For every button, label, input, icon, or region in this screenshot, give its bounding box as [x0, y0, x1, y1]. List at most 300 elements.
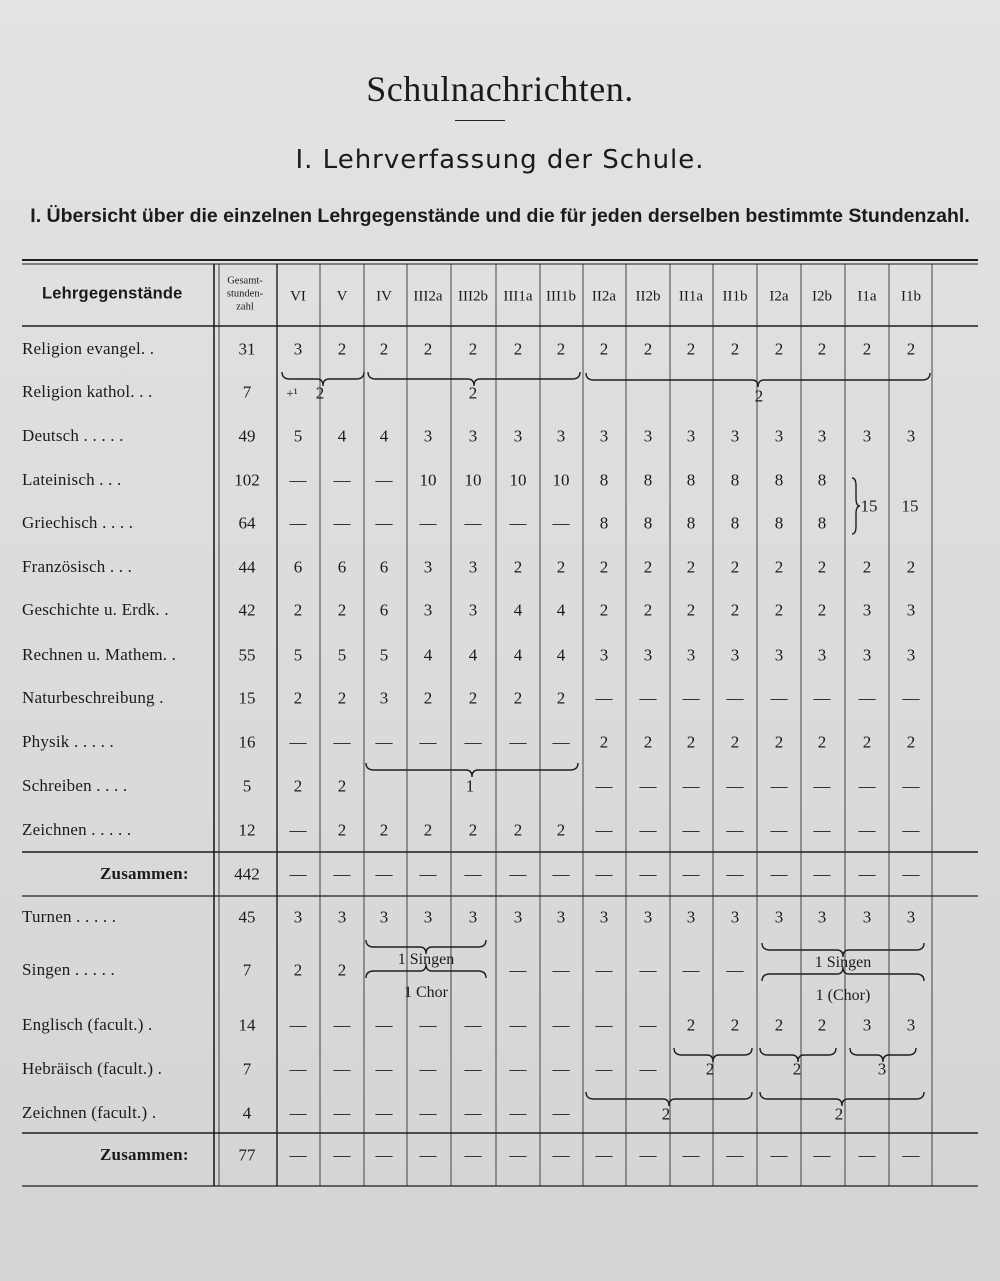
hours-cell: 2: [337, 600, 347, 620]
hours-cell: —: [552, 513, 570, 533]
hours-cell: 3: [468, 557, 478, 577]
hours-cell: 2: [862, 557, 872, 577]
hours-cell: 3: [556, 426, 566, 446]
hours-cell: 3: [817, 426, 827, 446]
hours-cell: —: [813, 688, 831, 708]
hours-cell: 2: [643, 339, 653, 359]
hours-cell: 2: [293, 960, 303, 980]
hours-cell: 3: [862, 426, 872, 446]
zeich-value-b: 2: [834, 1104, 844, 1124]
hours-cell: —: [858, 1145, 876, 1165]
hours-cell: —: [289, 820, 307, 840]
class-header: II2a: [591, 288, 617, 305]
total-hours: 45: [238, 907, 256, 927]
hours-cell: —: [464, 1015, 482, 1035]
hours-cell: 2: [423, 820, 433, 840]
total-hours: 49: [238, 426, 256, 446]
total-hours: 7: [242, 1059, 252, 1079]
subject-label: Französisch . . .: [22, 557, 133, 576]
hours-cell: 8: [774, 470, 784, 490]
hours-cell: —: [639, 820, 657, 840]
hours-cell: 2: [774, 732, 784, 752]
hours-cell: —: [813, 776, 831, 796]
class-header: II2b: [635, 288, 661, 305]
hours-cell: 3: [599, 426, 609, 446]
hours-cell: 8: [599, 470, 609, 490]
hours-cell: —: [682, 1145, 700, 1165]
subject-label: Griechisch . . . .: [22, 513, 134, 532]
subject-column-header: Lehrgegenstände: [42, 284, 183, 303]
hours-cell: 2: [774, 1015, 784, 1035]
hours-cell: 2: [643, 557, 653, 577]
hours-cell: —: [595, 1015, 613, 1035]
hours-cell: 8: [643, 513, 653, 533]
class-header: VI: [290, 288, 306, 305]
hours-cell: 2: [599, 732, 609, 752]
total-hours: 442: [234, 864, 260, 884]
hours-cell: 3: [423, 907, 433, 927]
hours-cell: —: [639, 1015, 657, 1035]
kathol-value-middle: 2: [468, 383, 478, 403]
class-header: V: [336, 288, 348, 305]
hours-cell: 5: [293, 645, 303, 665]
schreiben-group-value: 1: [465, 776, 475, 796]
hours-cell: 8: [686, 470, 696, 490]
total-hours: 7: [242, 382, 252, 402]
total-hours: 7: [242, 960, 252, 980]
hours-cell: —: [509, 864, 527, 884]
class-header: IV: [376, 288, 392, 305]
hours-cell: —: [770, 688, 788, 708]
hours-cell: 6: [379, 600, 389, 620]
hours-cell: 3: [643, 426, 653, 446]
hours-cell: 3: [730, 907, 740, 927]
hours-cell: —: [639, 776, 657, 796]
class-header: I1b: [901, 288, 921, 305]
hours-cell: 8: [817, 513, 827, 533]
total-hours: 4: [242, 1103, 252, 1123]
hours-cell: —: [552, 864, 570, 884]
hours-cell: 8: [599, 513, 609, 533]
hours-cell: —: [639, 960, 657, 980]
hours-cell: —: [902, 776, 920, 796]
hours-cell: 8: [730, 470, 740, 490]
total-column-header: [227, 275, 263, 314]
hours-cell: 3: [774, 907, 784, 927]
hours-cell: —: [464, 1103, 482, 1123]
hours-cell: 2: [379, 820, 389, 840]
hours-cell: —: [770, 776, 788, 796]
hours-cell: 2: [513, 820, 523, 840]
hours-cell: 2: [643, 600, 653, 620]
hours-cell: 2: [817, 339, 827, 359]
hours-cell: —: [419, 1015, 437, 1035]
hours-cell: 6: [337, 557, 347, 577]
hours-cell: —: [770, 864, 788, 884]
hours-cell: 4: [556, 600, 566, 620]
hours-cell: 2: [599, 557, 609, 577]
class-header: II1b: [722, 288, 748, 305]
hours-cell: 3: [513, 426, 523, 446]
hours-cell: —: [813, 864, 831, 884]
hours-cell: 10: [419, 470, 437, 490]
hours-cell: 2: [556, 820, 566, 840]
hours-cell: 8: [686, 513, 696, 533]
hours-cell: 6: [293, 557, 303, 577]
total-hours: 15: [238, 688, 256, 708]
hours-cell: —: [289, 864, 307, 884]
hours-cell: —: [375, 513, 393, 533]
hours-cell: 2: [730, 339, 740, 359]
hours-cell: 5: [293, 426, 303, 446]
hours-cell: 4: [423, 645, 433, 665]
hours-cell: —: [289, 1059, 307, 1079]
subject-label: Naturbeschreibung .: [22, 688, 164, 707]
latgr-merged-value-a: 15: [860, 496, 878, 516]
hours-cell: 4: [513, 600, 523, 620]
hours-cell: 3: [774, 645, 784, 665]
hebr-value-c: 3: [877, 1059, 887, 1079]
hours-cell: 2: [686, 600, 696, 620]
hours-cell: 2: [513, 557, 523, 577]
hours-cell: —: [726, 1145, 744, 1165]
hours-cell: 8: [730, 513, 740, 533]
hours-cell: 2: [337, 960, 347, 980]
hours-cell: 2: [556, 688, 566, 708]
hours-cell: 8: [643, 470, 653, 490]
hours-cell: —: [726, 776, 744, 796]
class-header: I1a: [857, 288, 877, 305]
hours-cell: 2: [730, 1015, 740, 1035]
hours-cell: —: [639, 1145, 657, 1165]
hours-cell: —: [419, 864, 437, 884]
hours-cell: —: [902, 1145, 920, 1165]
hours-cell: —: [375, 864, 393, 884]
hours-cell: 2: [686, 1015, 696, 1035]
class-header: III1a: [503, 288, 533, 305]
hours-cell: 3: [686, 645, 696, 665]
subject-label: Turnen . . . . .: [22, 907, 117, 926]
hours-cell: 3: [643, 645, 653, 665]
hours-cell: —: [375, 1015, 393, 1035]
hours-cell: —: [682, 864, 700, 884]
hours-cell: 2: [513, 688, 523, 708]
hours-cell: 3: [556, 907, 566, 927]
hours-cell: 2: [686, 339, 696, 359]
hours-cell: 3: [906, 426, 916, 446]
subject-label: Zeichnen . . . . .: [22, 820, 132, 839]
hours-cell: —: [289, 470, 307, 490]
hours-cell: —: [375, 1103, 393, 1123]
hours-cell: —: [639, 688, 657, 708]
hours-cell: 3: [686, 426, 696, 446]
hours-cell: —: [333, 864, 351, 884]
subject-label: Singen . . . . .: [22, 960, 115, 979]
hours-cell: —: [595, 820, 613, 840]
hours-cell: 2: [468, 339, 478, 359]
hours-cell: —: [552, 732, 570, 752]
hours-cell: —: [419, 1103, 437, 1123]
hours-cell: —: [682, 820, 700, 840]
total-hours: 55: [238, 645, 256, 665]
hours-cell: —: [639, 1059, 657, 1079]
hours-cell: 2: [513, 339, 523, 359]
hours-cell: —: [770, 1145, 788, 1165]
hours-cell: —: [509, 1103, 527, 1123]
hours-cell: —: [333, 1059, 351, 1079]
hours-cell: 3: [906, 645, 916, 665]
total-hours: 12: [238, 820, 256, 840]
hours-cell: —: [333, 1103, 351, 1123]
hours-cell: 3: [774, 426, 784, 446]
singen-right-line-1: 1 Singen: [814, 954, 872, 971]
hours-cell: 2: [337, 776, 347, 796]
latgr-merged-value-b: 15: [901, 496, 919, 516]
hours-cell: 2: [379, 339, 389, 359]
hours-cell: 2: [906, 339, 916, 359]
hours-cell: 3: [293, 907, 303, 927]
hours-cell: 2: [906, 557, 916, 577]
subject-label: Englisch (facult.) .: [22, 1015, 153, 1034]
hours-cell: 2: [293, 688, 303, 708]
kathol-value-upper: 2: [754, 386, 764, 406]
hours-cell: —: [509, 1059, 527, 1079]
hours-cell: —: [902, 688, 920, 708]
hours-cell: 4: [379, 426, 389, 446]
hours-cell: 2: [817, 600, 827, 620]
hours-cell: 3: [862, 1015, 872, 1035]
hours-cell: —: [639, 864, 657, 884]
hebr-value-a: 2: [705, 1059, 715, 1079]
subject-label: Rechnen u. Mathem. .: [22, 645, 177, 664]
hours-cell: 3: [599, 907, 609, 927]
hours-cell: 5: [337, 645, 347, 665]
subject-label: Zeichnen (facult.) .: [22, 1103, 157, 1122]
hours-cell: 2: [423, 688, 433, 708]
hours-cell: 2: [906, 732, 916, 752]
hours-cell: —: [464, 732, 482, 752]
hours-cell: 2: [817, 1015, 827, 1035]
hours-cell: —: [770, 820, 788, 840]
hours-cell: —: [289, 1145, 307, 1165]
hours-cell: —: [375, 470, 393, 490]
hours-cell: —: [464, 1145, 482, 1165]
hours-cell: 4: [556, 645, 566, 665]
hours-cell: 2: [599, 600, 609, 620]
hours-cell: 2: [686, 557, 696, 577]
singen-right-line-2: 1 (Chor): [815, 987, 871, 1004]
hours-cell: —: [726, 864, 744, 884]
hours-cell: 3: [686, 907, 696, 927]
total-hours: 14: [238, 1015, 256, 1035]
hours-cell: 2: [643, 732, 653, 752]
hours-cell: 2: [730, 732, 740, 752]
hours-cell: —: [552, 1103, 570, 1123]
kathol-brace-3: [586, 373, 930, 387]
hours-cell: 3: [862, 645, 872, 665]
hours-cell: —: [552, 1059, 570, 1079]
hours-cell: 2: [337, 688, 347, 708]
hours-cell: —: [419, 513, 437, 533]
hours-cell: 3: [817, 645, 827, 665]
class-header: I2b: [812, 288, 832, 305]
hours-cell: —: [333, 470, 351, 490]
subject-label: Zusammen:: [100, 1145, 189, 1164]
hours-cell: 2: [686, 732, 696, 752]
hours-cell: 3: [906, 907, 916, 927]
hours-cell: 2: [817, 732, 827, 752]
hours-cell: —: [333, 1015, 351, 1035]
hours-cell: 3: [468, 907, 478, 927]
hours-cell: 3: [513, 907, 523, 927]
total-header-text: Gesamt- stunden- zahl: [226, 275, 264, 313]
class-header: II1a: [678, 288, 704, 305]
hours-cell: 2: [599, 339, 609, 359]
class-header: III1b: [546, 288, 576, 305]
hours-cell: 3: [468, 426, 478, 446]
hours-cell: —: [858, 688, 876, 708]
hours-cell: —: [902, 864, 920, 884]
hours-cell: —: [595, 960, 613, 980]
hours-cell: 8: [774, 513, 784, 533]
total-hours: 64: [238, 513, 256, 533]
hours-cell: 2: [862, 339, 872, 359]
hours-cell: 6: [379, 557, 389, 577]
hours-cell: 2: [468, 688, 478, 708]
hours-cell: —: [289, 732, 307, 752]
hours-cell: —: [333, 513, 351, 533]
hours-cell: 3: [337, 907, 347, 927]
hours-cell: 10: [464, 470, 482, 490]
subject-label: Deutsch . . . . .: [22, 426, 124, 445]
hours-cell: 2: [774, 600, 784, 620]
hours-cell: 3: [423, 426, 433, 446]
total-hours: 44: [238, 557, 256, 577]
hours-cell: 3: [423, 557, 433, 577]
hours-cell: 3: [379, 907, 389, 927]
hours-cell: 10: [552, 470, 570, 490]
hours-cell: 2: [337, 820, 347, 840]
section-title: I. Übersicht über die einzelnen Lehrgegenstände und die für jeden derselben bestimmte Stundenzahl.: [30, 205, 970, 227]
hours-cell: 3: [468, 600, 478, 620]
hours-cell: 2: [337, 339, 347, 359]
total-hours: 42: [238, 600, 256, 620]
class-header: III2b: [458, 288, 488, 305]
hours-cell: —: [375, 1059, 393, 1079]
subject-label: Religion kathol. . .: [22, 382, 153, 401]
chapter-title: I. Lehrverfassung der Schule.: [295, 145, 705, 175]
hours-cell: 3: [599, 645, 609, 665]
hebr-value-b: 2: [792, 1059, 802, 1079]
hours-cell: —: [419, 1145, 437, 1165]
hours-cell: —: [682, 688, 700, 708]
latgr-brace: [852, 478, 860, 534]
hours-cell: —: [419, 1059, 437, 1079]
total-hours: 102: [234, 470, 260, 490]
hours-cell: 2: [730, 600, 740, 620]
kathol-value-lower: 2: [315, 383, 325, 403]
hours-cell: 2: [293, 600, 303, 620]
hours-cell: —: [682, 960, 700, 980]
hours-cell: 5: [379, 645, 389, 665]
hours-cell: —: [552, 1015, 570, 1035]
hours-cell: —: [419, 732, 437, 752]
singen-left-line-2: 1 Chor: [404, 984, 448, 1001]
hours-cell: —: [813, 1145, 831, 1165]
subject-label: Zusammen:: [100, 864, 189, 883]
hours-cell: —: [509, 1145, 527, 1165]
hours-cell: —: [333, 1145, 351, 1165]
zeich-value-a: 2: [661, 1104, 671, 1124]
hours-cell: 3: [862, 907, 872, 927]
hours-cell: —: [289, 513, 307, 533]
hours-cell: —: [509, 513, 527, 533]
kathol-prefix: +¹: [286, 385, 298, 401]
hours-cell: 2: [730, 557, 740, 577]
hours-cell: 3: [862, 600, 872, 620]
hours-cell: —: [858, 864, 876, 884]
hours-cell: —: [509, 1015, 527, 1035]
hours-cell: 3: [817, 907, 827, 927]
hours-cell: 2: [817, 557, 827, 577]
hours-cell: 3: [906, 600, 916, 620]
hours-cell: 2: [556, 557, 566, 577]
total-hours: 77: [238, 1145, 256, 1165]
subject-label: Hebräisch (facult.) .: [22, 1059, 163, 1078]
total-hours: 5: [242, 776, 252, 796]
hours-cell: —: [595, 1145, 613, 1165]
hours-cell: —: [902, 820, 920, 840]
hours-cell: 4: [337, 426, 347, 446]
subject-label: Schreiben . . . .: [22, 776, 128, 795]
hours-cell: —: [375, 1145, 393, 1165]
subject-label: Geschichte u. Erdk. .: [22, 600, 169, 619]
total-hours: 16: [238, 732, 256, 752]
hours-cell: —: [509, 960, 527, 980]
hours-cell: —: [289, 1103, 307, 1123]
schreiben-brace: [366, 763, 578, 777]
hours-cell: 3: [293, 339, 303, 359]
hours-cell: —: [726, 820, 744, 840]
hours-cell: —: [858, 820, 876, 840]
hours-cell: —: [289, 1015, 307, 1035]
hours-cell: —: [858, 776, 876, 796]
hours-cell: 8: [817, 470, 827, 490]
hours-cell: —: [595, 776, 613, 796]
hours-cell: 2: [862, 732, 872, 752]
subject-label: Physik . . . . .: [22, 732, 114, 751]
hours-cell: 2: [293, 776, 303, 796]
hours-cell: —: [726, 960, 744, 980]
hours-cell: —: [595, 864, 613, 884]
hours-cell: 3: [423, 600, 433, 620]
page-title: Schulnachrichten.: [366, 69, 634, 109]
hours-cell: 10: [509, 470, 527, 490]
class-header: III2a: [413, 288, 443, 305]
hours-cell: —: [552, 960, 570, 980]
subject-label: Religion evangel. .: [22, 339, 155, 358]
class-header: I2a: [769, 288, 789, 305]
hours-cell: —: [375, 732, 393, 752]
hours-cell: 2: [774, 557, 784, 577]
hours-cell: 3: [730, 426, 740, 446]
hours-cell: 4: [468, 645, 478, 665]
hours-cell: 3: [906, 1015, 916, 1035]
hours-cell: 2: [556, 339, 566, 359]
hours-cell: —: [552, 1145, 570, 1165]
hours-cell: —: [682, 776, 700, 796]
hours-cell: —: [726, 688, 744, 708]
